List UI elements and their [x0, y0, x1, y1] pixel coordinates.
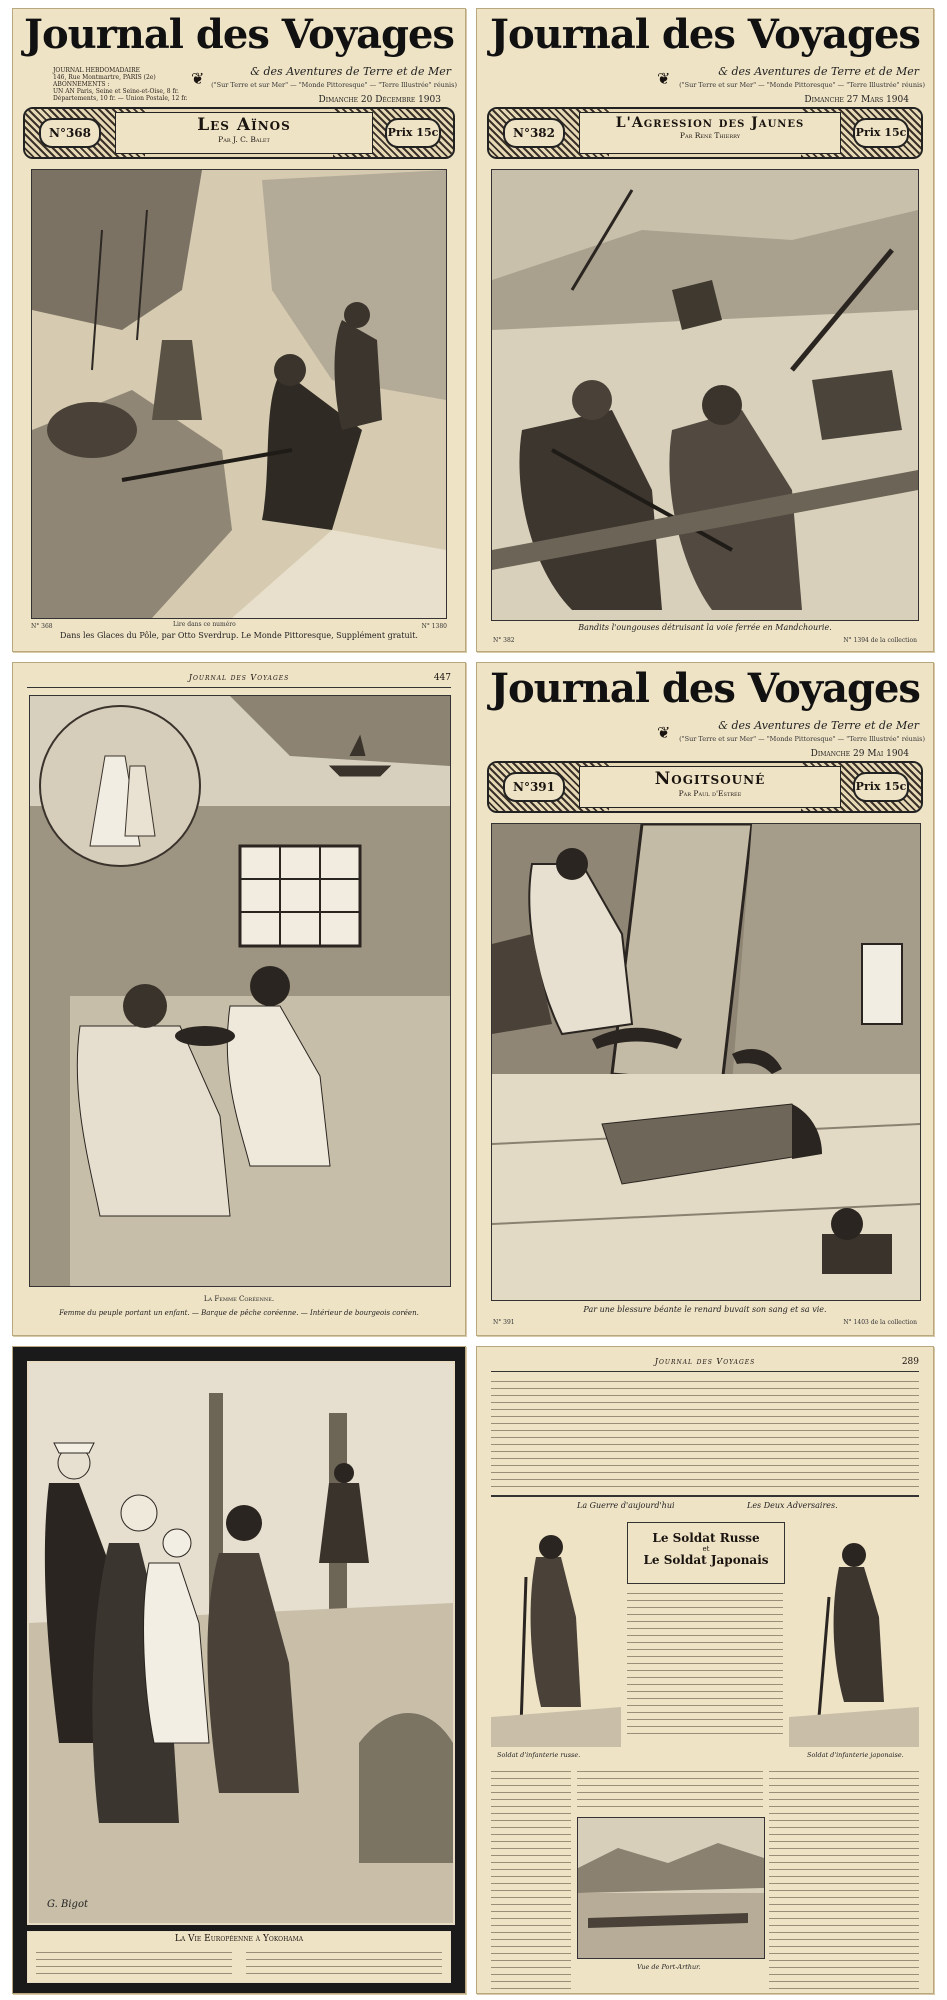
- title-banner: [487, 107, 923, 159]
- running-head: [27, 673, 451, 688]
- issue-number: N°382: [503, 118, 565, 148]
- footer-right: N° 1380: [421, 623, 447, 630]
- section-rule: [491, 1495, 919, 1497]
- article-title: Les Aïnos: [197, 115, 291, 135]
- cover-illustration: [491, 169, 919, 621]
- footer-left: N° 382: [493, 637, 515, 644]
- text-column-center: [627, 1589, 783, 1739]
- masthead: Journal des Voyages: [490, 11, 920, 58]
- subtitle: & des Aventures de Terre et de Mer: [718, 719, 919, 732]
- article-title: Nogitsouné: [654, 769, 766, 789]
- fleuron-icon: ❦: [191, 69, 205, 88]
- page-soldat-russe-japonais: [476, 1346, 934, 1994]
- caption-russian: Soldat d'infanterie russe.: [497, 1751, 581, 1759]
- article-title-box: [579, 112, 841, 154]
- text-block-top: [491, 1377, 919, 1489]
- fleuron-icon: ❦: [657, 69, 671, 88]
- caption-title: La Femme Coréenne.: [203, 1295, 275, 1303]
- cover-nogitsoune: [476, 662, 934, 1336]
- running-head-title: Journal des Voyages: [654, 1357, 756, 1366]
- caption-text: Femme du peuple portant un enfant. — Barque de pêche coréenne. — Intérieur de bourgeois coréen.: [59, 1309, 419, 1317]
- port-arthur-illustration: [577, 1817, 765, 1959]
- caption-text-left: [36, 1948, 232, 1978]
- article-title-box: [579, 766, 841, 808]
- full-page-illustration: [27, 1361, 455, 1925]
- illustration-caption: Bandits l'oungouses détruisant la voie ferrée en Mandchourie.: [578, 623, 832, 632]
- japanese-soldier-illustration: [789, 1517, 919, 1747]
- full-page-illustration: [29, 695, 451, 1287]
- price: Prix 15c: [853, 772, 909, 802]
- footer-right: N° 1394 de la collection: [843, 637, 917, 644]
- text-block-bottom-right: [769, 1767, 919, 1994]
- text-block-bottom-left: [491, 1767, 571, 1994]
- caption-port-arthur: Vue de Port-Arthur.: [637, 1963, 701, 1971]
- article-author: Par J. C. Balet: [218, 135, 270, 144]
- cover-agression-des-jaunes: [476, 8, 934, 652]
- footer-left: N° 368: [31, 623, 53, 630]
- masthead: Journal des Voyages: [24, 11, 454, 58]
- title-line-3: Le Soldat Japonais: [643, 1553, 769, 1567]
- subtitle: & des Aventures de Terre et de Mer: [250, 65, 451, 78]
- subscription-info: JOURNAL HEBDOMADAIRE 146, Rue Montmartre, PARIS (2e) ABONNEMENTS : UN AN Paris, Seine et Seine-et-Oise, 8 fr. Départements, 10 fr. — Union Postale, 12 fr.: [53, 67, 188, 102]
- page-number: 289: [901, 1357, 919, 1367]
- title-line-1: Le Soldat Russe: [652, 1531, 760, 1545]
- page-number: 447: [433, 673, 451, 683]
- russian-soldier-illustration: [491, 1517, 621, 1747]
- issue-number: N°368: [39, 118, 101, 148]
- signature: G. Bigot: [47, 1899, 88, 1910]
- article-title-box: [627, 1522, 785, 1584]
- section-right-label: Les Deux Adversaires.: [747, 1501, 838, 1510]
- title-banner: [23, 107, 455, 159]
- section-left-label: La Guerre d'aujourd'hui: [577, 1501, 675, 1510]
- caption-text-right: [246, 1948, 442, 1978]
- subtitle-merged: ("Sur Terre et sur Mer" — "Monde Pittoresque" — "Terre Illustrée" réunis): [679, 735, 925, 743]
- subtitle-merged: ("Sur Terre et sur Mer" — "Monde Pittoresque" — "Terre Illustrée" réunis): [679, 81, 925, 89]
- page-vie-europeenne-yokohama: [12, 1346, 466, 1994]
- running-head-title: Journal des Voyages: [188, 673, 290, 682]
- subtitle-merged: ("Sur Terre et sur Mer" — "Monde Pittoresque" — "Terre Illustrée" réunis): [211, 81, 457, 89]
- cover-illustration: [31, 169, 447, 619]
- price: Prix 15c: [385, 118, 441, 148]
- masthead: Journal des Voyages: [490, 665, 920, 712]
- issue-date: Dimanche 29 Mai 1904: [810, 749, 909, 759]
- fleuron-icon: ❦: [657, 723, 671, 742]
- article-title: L'Agression des Jaunes: [615, 115, 805, 131]
- cover-illustration: [491, 823, 921, 1301]
- caption-title: La Vie Européenne à Yokohama: [174, 1934, 304, 1944]
- footer-right: N° 1403 de la collection: [843, 1319, 917, 1326]
- subtitle: & des Aventures de Terre et de Mer: [718, 65, 919, 78]
- article-author: Par Paul d'Estrée: [678, 789, 742, 798]
- running-head: [491, 1357, 919, 1372]
- illustration-caption: Par une blessure béante le renard buvait son sang et sa vie.: [583, 1305, 827, 1314]
- footer-center: Lire dans ce numéro: [173, 621, 236, 628]
- footer-text: Dans les Glaces du Pôle, par Otto Sverdrup. Le Monde Pittoresque, Supplément gratuit.: [60, 631, 418, 640]
- caption-panel: [27, 1931, 451, 1983]
- article-author: Par René Thierry: [679, 131, 741, 140]
- issue-date: Dimanche 27 Mars 1904: [804, 95, 909, 105]
- article-title-box: [115, 112, 373, 154]
- title-banner: [487, 761, 923, 813]
- cover-les-ainos: [12, 8, 466, 652]
- caption-japanese: Soldat d'infanterie japonaise.: [807, 1751, 904, 1759]
- page-femme-coreenne: [12, 662, 466, 1336]
- issue-date: Dimanche 20 Décembre 1903: [318, 95, 441, 105]
- price: Prix 15c: [853, 118, 909, 148]
- text-block-mid: [577, 1767, 763, 1811]
- title-line-2: et: [702, 1545, 710, 1553]
- footer-left: N° 391: [493, 1319, 515, 1326]
- issue-number: N°391: [503, 772, 565, 802]
